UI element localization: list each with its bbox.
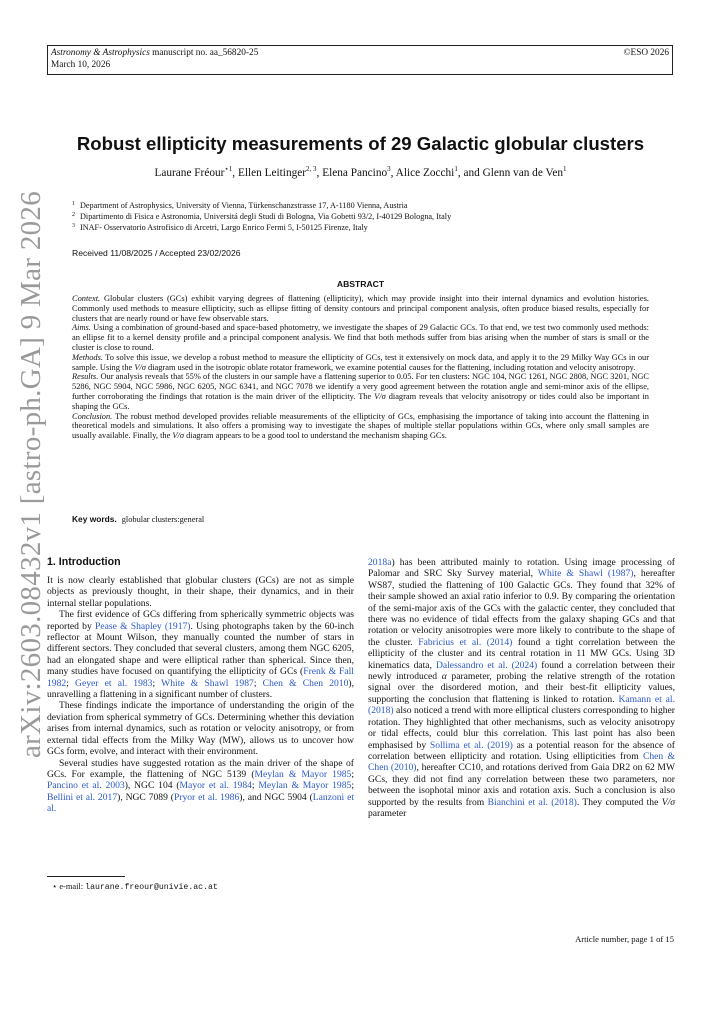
citation-link[interactable]: Sollima et al. (2019) xyxy=(429,739,513,751)
citation-link[interactable]: Pancino et al. 2003 xyxy=(47,780,125,792)
author: Elena Pancino$^3$, xyxy=(322,165,396,179)
journal-name: Astronomy & Astrophysics xyxy=(51,48,150,58)
paragraph: Several studies have suggested rotation as the main driver of the shape of GCs. For example, the flattening of NGC 5139 (Meylan & Mayor 1985; Pancino et al. 2003), NGC 104 (Mayor et al. 1984; Meylan & Mayor 1985; Bellini et al. 2017), NGC 7089 (Pryor et al. 1986), and NGC 5904 (Lanzoni et al. xyxy=(47,757,355,815)
abstract-methods: Methods. To solve this issue, we develop a robust method to measure the ellipticity of GCs, test it extensively on mock data, and apply it to the 29 Milky Way GCs in our sample. Using the V/σ diagram used in the isotropic oblate rotator framework, we examine potential causes for the flattening, including rotation and velocity anisotropy. xyxy=(72,352,649,372)
citation-link[interactable]: Bellini et al. 2017 xyxy=(47,791,118,803)
manuscript-number: manuscript no. aa_56820-25 xyxy=(152,48,259,58)
author-list xyxy=(40,166,681,181)
left-column xyxy=(47,555,354,815)
abstract-context: Context. Globular clusters (GCs) exhibit varying degrees of flattening (ellipticity), which may provide insight into their internal dynamics and evolution histories. Commonly used methods to measure ellipticity, such as ellipse fitting of density contours and principal component analysis, often produce biased results, especially for clusters that are nearly round or have few observable stars. xyxy=(72,294,649,323)
paragraph: It is now clearly established that globular clusters (GCs) are not as simple objects as previously thought, in their shape, their dynamics, and in their internal stellar populations. xyxy=(47,575,354,609)
received-accepted-dates: Received 11/08/2025 / Accepted 23/02/2026 xyxy=(72,248,241,258)
citation-link[interactable]: Pryor et al. 1986 xyxy=(173,791,240,803)
affiliation: $^2$ Dipartimento di Fisica e Astronomia, Universitá degli Studi di Bologna, Via Gobetti 93/2, I-40129 Bologna, Italy xyxy=(72,212,452,221)
paragraph: 2018a) has been attributed mainly to rotation. Using image processing of Palomar and SRC Sky Survey material, White & Shawl (1987), hereafter WS87, studied the flattening of 100 Galactic GCs. They found that 32% of their sample showed an axial ratio inferior to 0.9. By comparing the orientation of the semi-major axis of the GCs with the galactic center, they concluded that there was no evidence of tidal effects from the galaxy shaping GCs and that rotation or velocity anisotropies were more likely to contribute to the shape of the cluster. Fabricius et al. (2014) found a tight correlation between the ellipticity of the cluster and its central rotation in 11 MW GCs. Using 3D kinematics data, Dalessandro et al. (2024) found a correlation between their newly introduced α parameter, probing the relative strength of the rotation signal over the disordered motion, and their best-fit ellipticity values, supporting the conclusion that flattening is linked to rotation. Kamann et al. (2018) also noticed a trend with more elliptical clusters corresponding to higher rotation. They highlighted that other mechanisms, such as velocity anisotropy or tidal effects, could blur this correlation. This last point has also been emphasised by Sollima et al. (2019) as a potential reason for the absence of correlation between ellipticity and rotation. Using ellipticities from Chen & Chen (2010), hereafter CC10, and rotations derived from Gaia DR2 on 62 MW GCs, they did not find any correlation between these two parameters, nor between the isophotal minor axis and rotation axis. Such a conclusion is also supported by the results from Bianchini et al. (2018). They computed the V/σ parameter xyxy=(368,557,675,819)
footnote-rule xyxy=(47,876,125,877)
affiliation: $^1$ Department of Astrophysics, University of Vienna, Türkenschanzstrasse 17, A-1180 Vienna, Austria xyxy=(72,201,408,210)
footnote xyxy=(52,881,218,893)
section-heading: 1. Introduction xyxy=(47,556,121,568)
header-left xyxy=(51,47,258,71)
right-column xyxy=(368,557,675,819)
footnote-label: e-mail: xyxy=(59,882,84,891)
keywords-label: Key words. xyxy=(72,514,117,524)
citation-link[interactable]: Meylan & Mayor 1985 xyxy=(258,780,352,792)
author: Laurane Fréour$^{⋆1}$, xyxy=(154,165,238,179)
abstract-aims: Aims. Using a combination of ground-based and space-based photometry, we investigate the shapes of 29 Galactic GCs. To that end, we test two commonly used methods: an ellipse fit to a kernel density profile and a principal component analysis. We find that both methods suffer from bias arising when the number of stars is small or the cluster is close to round. xyxy=(72,323,649,352)
citation-link[interactable]: Meylan & Mayor 1985 xyxy=(254,768,352,780)
abstract-results: Results. Our analysis reveals that 55% of the clusters in our sample have a flattening superior to 0.05. For ten clusters: NGC 104, NGC 1261, NGC 2808, NGC 3201, NGC 5286, NGC 5904, NGC 5986, NGC 6205, NGC 6341, and NGC 7078 we identify a very good agreement between the rotation angle and semi-minor axis of the ellipse, further corroborating the findings that rotation is the main driver of the ellipticity. The V/σ diagram reveals that velocity anisotropy or tides could also be important in shaping the GCs. xyxy=(72,372,650,411)
citation-link[interactable]: Mayor et al. 1984 xyxy=(179,780,252,792)
citation-link[interactable]: White & Shawl (1987) xyxy=(537,568,634,580)
paragraph: These findings indicate the importance of understanding the origin of the deviation from spherical symmetry of GCs. Determining whether this deviation arises from internal dynamics, such as rotation or velocity anisotropy, or from external tidal effects from the Milky Way (MW), allows us to uncover how GCs form, evolve, and interact with their environment. xyxy=(47,700,354,758)
citation-link[interactable]: Lanzoni et al. xyxy=(47,791,354,815)
citation-link[interactable]: Pease & Shapley (1917) xyxy=(95,620,191,632)
arxiv-identifier[interactable]: arXiv:2603.08432v1 [astro-ph.GA] 9 Mar 2026 xyxy=(15,190,47,758)
author: Alice Zocchi$^1$, and xyxy=(395,165,483,179)
paragraph: The first evidence of GCs differing from spherically symmetric objects was reported by Pease & Shapley (1917). Using photographs taken by the 60-inch reflector at Mount Wilson, they manually counted the number of stars in different sectors. They concluded that several clusters, among them NGC 6205, had an elongated shape and were elliptical rather than spherical. Since then, many studies have focused on quantifying the ellipticity of GCs (Frenk & Fall 1982; Geyer et al. 1983; White & Shawl 1987; Chen & Chen 2010), unravelling a flattening in a significant number of clusters. xyxy=(47,609,354,701)
citation-link[interactable]: Bianchini et al. (2018) xyxy=(487,796,577,808)
footnote-mark: ⋆ xyxy=(52,882,58,891)
header-date: March 10, 2026 xyxy=(51,60,111,70)
email-address[interactable]: laurane.freour@univie.ac.at xyxy=(85,883,218,892)
citation-link[interactable]: Dalessandro et al. (2024) xyxy=(435,659,538,671)
keywords xyxy=(72,514,204,525)
citation-link[interactable]: Kamann et al. (2018) xyxy=(368,693,675,717)
manuscript-header xyxy=(47,45,673,75)
affiliation: $^3$ INAF- Osservatorio Astrofisico di Arcetri, Largo Enrico Fermi 5, I-50125 Firenze, Italy xyxy=(72,223,368,232)
author: Ellen Leitinger$^{2, 3}$, xyxy=(237,165,323,179)
copyright-notice: ©ESO 2026 xyxy=(623,48,669,58)
citation-link[interactable]: Fabricius et al. (2014) xyxy=(418,636,513,648)
citation-link[interactable]: 2018a xyxy=(368,557,392,568)
abstract-heading: ABSTRACT xyxy=(336,279,385,289)
paper-title: Robust ellipticity measurements of 29 Galactic globular clusters xyxy=(76,133,645,154)
citation-link[interactable]: Geyer et al. 1983 xyxy=(75,677,153,689)
page-footer: Article number, page 1 of 15 xyxy=(575,934,674,944)
abstract xyxy=(72,294,649,441)
citation-link[interactable]: Chen & Chen (2010) xyxy=(368,750,675,774)
citation-link[interactable]: White & Shawl 1987 xyxy=(161,677,254,689)
author: Glenn van de Ven$^1$ xyxy=(482,165,567,179)
citation-link[interactable]: Chen & Chen 2010 xyxy=(262,677,349,689)
abstract-conclusion: Conclusion. The robust method developed provides reliable measurements of the ellipticity of GCs, emphasising the importance of taking into account the flattening in theoretical models and simulations. It also offers a promising way to investigate the shapes of multiple stellar populations within GCs, where only small samples are usually available. Finally, the V/σ diagram appears to be a good tool to understand the mechanism shaping GCs. xyxy=(72,411,649,441)
keywords-text: globular clusters:general xyxy=(121,515,205,524)
citation-link[interactable]: Frenk & Fall 1982 xyxy=(47,666,354,689)
